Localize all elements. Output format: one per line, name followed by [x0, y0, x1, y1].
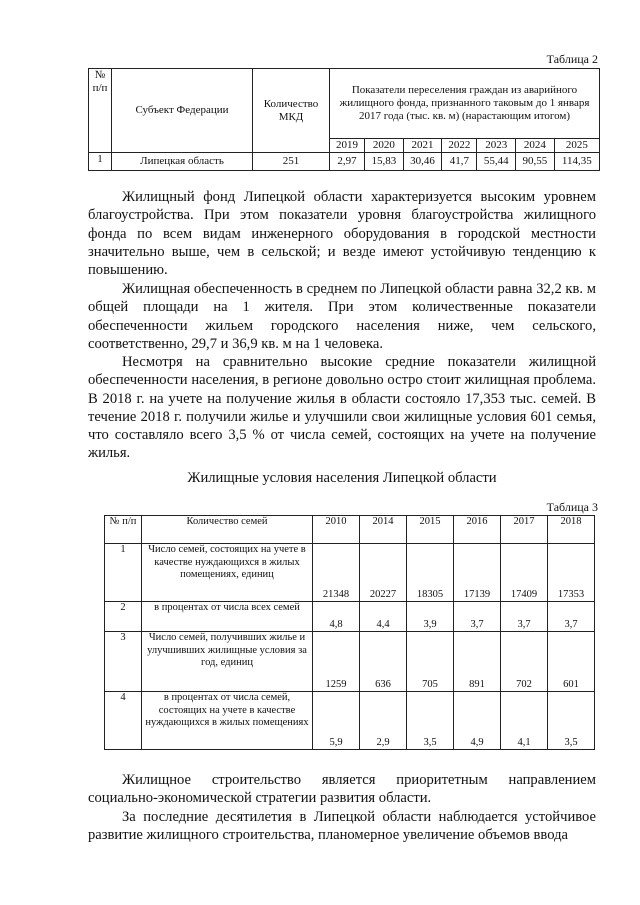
t3-value: 5,9: [313, 692, 360, 750]
t2-year: 2024: [516, 139, 555, 153]
t2-value: 15,83: [365, 153, 404, 171]
t3-value: 17139: [454, 544, 501, 602]
t3-header-no: № п/п: [105, 516, 142, 544]
t3-row-no: 3: [105, 632, 142, 692]
paragraph: Жилищный фонд Липецкой области характеризуется высоким уровнем благоустройства. При этом показатели уровня благоустройства жилищного фонда по всем видам инженерного оборудования в городской местности значительно выше, чем в сельской; и везде имеют устойчивую тенденцию к повышению.: [88, 189, 596, 279]
t3-row-desc: в процентах от числа всех семей: [142, 602, 313, 632]
paragraph: За последние десятилетия в Липецкой области наблюдается устойчивое развитие жилищного строительства, планомерное увеличение объемов ввода: [88, 809, 596, 844]
t2-header-indicators: Показатели переселения граждан из аварийного жилищного фонда, признанного таковым до 1 января 2017 года (тыс. кв. м) (нарастающим итогом): [330, 69, 600, 139]
t3-value: 4,9: [454, 692, 501, 750]
t2-year: 2019: [330, 139, 365, 153]
t3-value: 3,7: [454, 602, 501, 632]
paragraph: Несмотря на сравнительно высокие средние показатели жилищной обеспеченности населения, в регионе довольно остро стоит жилищная проблема. В 2018 г. на учете на получение жилья в области состояло 17,353 тыс. семей. В течение 2018 г. получили жилье и улучшили свои жилищные условия 601 семья, что составляло всего 3,5 % от числа семей, состоящих на учете на получение жилья.: [88, 354, 596, 462]
t3-value: 3,7: [548, 602, 595, 632]
table-row: [105, 632, 595, 692]
t3-year: 2016: [454, 516, 501, 544]
t3-row-desc: в процентах от числа семей, состоящих на учете в качестве нуждающихся в жилых помещениях: [142, 692, 313, 750]
t3-row-no: 1: [105, 544, 142, 602]
table-row: [105, 692, 595, 750]
t3-value: 601: [548, 632, 595, 692]
t2-year: 2020: [365, 139, 404, 153]
table2: [88, 68, 600, 171]
t2-header-subject: Субъект Федерации: [112, 69, 253, 153]
t2-value: 114,35: [554, 153, 599, 171]
t3-value: 1259: [313, 632, 360, 692]
t3-row-no: 4: [105, 692, 142, 750]
table3: [104, 515, 595, 750]
t3-value: 3,9: [407, 602, 454, 632]
t3-value: 18305: [407, 544, 454, 602]
t2-value: 2,97: [330, 153, 365, 171]
t3-value: 17353: [548, 544, 595, 602]
t3-value: 4,4: [360, 602, 407, 632]
t2-value: 41,7: [442, 153, 477, 171]
t3-year: 2018: [548, 516, 595, 544]
t2-value: 30,46: [403, 153, 442, 171]
t3-value: 891: [454, 632, 501, 692]
t3-value: 702: [501, 632, 548, 692]
t3-value: 4,1: [501, 692, 548, 750]
section-heading: Жилищные условия населения Липецкой области: [187, 470, 497, 486]
paragraph: Жилищное строительство является приоритетным направлением социально-экономической стратегии развития области.: [88, 772, 596, 807]
t2-year: 2025: [554, 139, 599, 153]
t3-value: 636: [360, 632, 407, 692]
t3-value: 4,8: [313, 602, 360, 632]
t3-row-desc: Число семей, состоящих на учете в качестве нуждающихся в жилых помещениях, единиц: [142, 544, 313, 602]
t2-value: 55,44: [477, 153, 516, 171]
t3-value: 2,9: [360, 692, 407, 750]
t2-row-no: 1: [89, 153, 112, 171]
table2-caption: Таблица 2: [546, 52, 598, 66]
t3-value: 3,5: [548, 692, 595, 750]
table3-caption: Таблица 3: [546, 500, 598, 514]
table-row: [105, 602, 595, 632]
t2-header-count: Количество МКД: [253, 69, 330, 153]
paragraph: Жилищная обеспеченность в среднем по Липецкой области равна 32,2 кв. м общей площади на 1 жителя. При этом количественные показатели обеспеченности жильем городского населения ниже, чем сельского, соответственно, 29,7 и 36,9 кв. м на 1 человека.: [88, 281, 596, 352]
t3-value: 3,5: [407, 692, 454, 750]
t3-value: 17409: [501, 544, 548, 602]
t3-value: 705: [407, 632, 454, 692]
t2-row-count: 251: [253, 153, 330, 171]
table-row: [89, 153, 600, 171]
table-row: [105, 544, 595, 602]
t2-year: 2021: [403, 139, 442, 153]
t3-year: 2014: [360, 516, 407, 544]
t2-row-subject: Липецкая область: [112, 153, 253, 171]
t3-value: 21348: [313, 544, 360, 602]
t2-year: 2022: [442, 139, 477, 153]
t3-year: 2010: [313, 516, 360, 544]
t3-row-no: 2: [105, 602, 142, 632]
t2-value: 90,55: [516, 153, 555, 171]
t3-header-desc: Количество семей: [142, 516, 313, 544]
t3-row-desc: Число семей, получивших жилье и улучшивших жилищные условия за год, единиц: [142, 632, 313, 692]
t3-year: 2015: [407, 516, 454, 544]
t2-year: 2023: [477, 139, 516, 153]
t2-header-no: № п/п: [89, 69, 112, 153]
t3-year: 2017: [501, 516, 548, 544]
t3-value: 3,7: [501, 602, 548, 632]
t3-value: 20227: [360, 544, 407, 602]
